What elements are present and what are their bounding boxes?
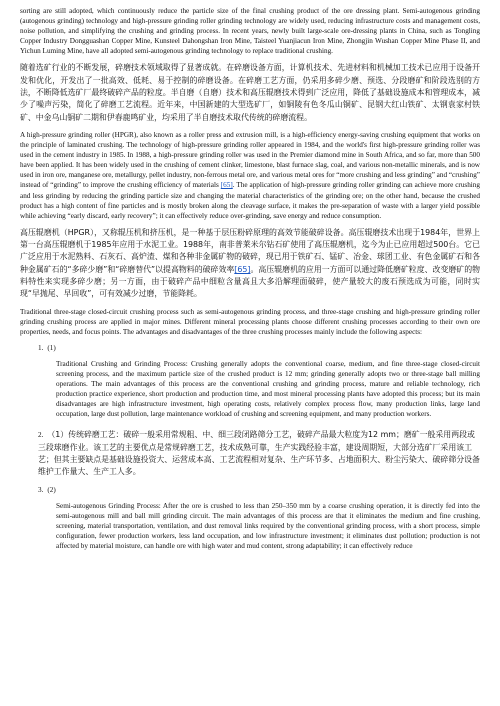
- paragraph-en-hpgr: [20, 130, 480, 221]
- paragraph-en-hpgr-text-a: A high-pressure grinding roller (HPGR), also known as a roller press and extrusion mill, is a high-efficiency energy-saving crushing equipment that works on the principle of laminated crushing. The technology of high-pressure grinding roller appeared in 1984, and the world's first high-pressure grinding roller was used in the cement industry in 1985. In 1988, a high-pressure grinding roller was used in the Premier diamond mine in South Africa, and so far, more than 500 have been applied. It has been widely used in the crushing of cement clinker, limestone, blast furnace slag, coal, and various non-metallic minerals, and is now used in iron ore, manganese ore, metallurgy, pellet industry, non-ferrous metal ore, and various metal ores for “more crushing and less grinding” and “crushing” instead of “grinding” to improve the crushing efficiency of materials: [20, 130, 480, 190]
- paragraph-zh-hpgr: [20, 227, 480, 301]
- paragraph-zh-hpgr-text-a: 高压辊磨机（HPGR），又称辊压机和挤压机，是一种基于层压粉碎原理的高效节能破碎设备。高压辊磨技术出现于1984年，世界上第一台高压辊磨机于1985年应用于水泥工业。1988年，南非普莱米尔钻石矿使用了高压辊磨机，迄今为止已应用超过500台。它已广泛应用于水泥熟料、石灰石、高炉渣、煤和各种非金属矿物的破碎，现已用于铁矿石、锰矿、冶金、球团工业、有色金属矿石和各种金属矿石的“多碎少磨”和“碎磨替代”以提高物料的破碎效率: [20, 227, 480, 274]
- paragraph-en-hpgr-text-b: . The application of high-pressure grinding roller grinding can achieve more crushing and less grinding by reducing the grinding particle size and changing the material characteristics of the grinding ore; on the other hand, because the crushed product has a high content of fine particles and is mostly broken along the cleavage surface, it makes the pre-separation of waste with a larger yield possible while achieving “early discard, early recovery”; it can effectively reduce over-grinding, save energy and reduce consumption.: [20, 181, 480, 220]
- list-item-2-zh: （1）传统碎磨工艺：破碎一般采用常规粗、中、细三段闭路筛分工艺，破碎产品最大粒度为12 mm；磨矿一般采用两段或三段球磨作业。该工艺的主要优点是常规碎磨工艺，技术成熟可靠，生产实践经验丰富，建设周期短，大部分选矿厂采用该工艺；但其主要缺点是基础设施投资大、运营成本高、工艺流程相对复杂、生产环节多、占地面积大、粉尘污染大、破碎筛分设备维护工作量大、生产工人多。: [38, 430, 480, 477]
- numbered-list: [38, 343, 480, 551]
- paragraph-en-processes: Traditional three-stage closed-circuit crushing process such as semi-autogenous grinding process, and three-stage crushing and high-pressure grinding roller grinding crushing process are applied in major mines. Different mineral processing plants choose different crushing processes according to their own ore properties, needs, and focus points. The advantages and disadvantages of the three crushing processes mainly include the following aspects:: [20, 307, 480, 336]
- paragraph-zh-hpgr-text-b: 。高压辊磨机的应用一方面可以通过降低磨矿粒度、改变磨矿的物料特性来实现多碎少磨；另一方面，由于破碎产品中细粒含量高且大多沿解理面破碎，使产量较大的废石预选成为可能，同时实现“早抛尾、早回收”，可有效减少过磨，节能降耗。: [20, 264, 480, 299]
- paragraph-zh-1: 随着选矿行业的不断发展，碎磨技术领域取得了显著成就。在碎磨设备方面，计算机技术、先进材料和机械加工技术已应用于设备开发和优化，开发出了一批高效、低耗、易于控制的碎磨设备。在碎磨工艺方面，仍采用多碎少磨、预选、分段磨矿和阶段选别的方法，不断降低选矿厂最终破碎产品的粒度。半自磨（自磨）技术和高压辊磨技术得到广泛应用，降低了基础设施成本和管理成本，减少了噪声污染，简化了碎磨工艺流程。近年来，中国新建的大型选矿厂，如铜陵有色冬瓜山铜矿、昆钢大红山铁矿、太钢袁家村铁矿、中金乌山铜矿二期和伊春鹿鸣矿业，均采用了半自磨技术取代传统的碎磨流程。: [20, 63, 480, 122]
- list-item-1-marker: 1. (1): [38, 343, 56, 352]
- list-item-1-en: Traditional Crushing and Grinding Process: Crushing generally adopts the conventional coarse, medium, and fine three-stage closed-circuit screening process, and the maximum particle size of the crushed product is 12 mm; grinding generally adopts two or three-stage ball milling operations. The main advantages of this process are the conventional crushing and grinding process, mature and reliable technology, rich production practice experience, short production and production time, and most mineral processing plants have adopted this process; but its main disadvantages are high infrastructure investment, high operating costs, relatively complex process flow, many production links, large land occupation, large dust pollution, large maintenance workload of crushing and screening equipment, and many production workers.: [56, 359, 480, 419]
- list-item-3-marker: 3. (2): [38, 485, 56, 494]
- citation-link-65-zh[interactable]: [65]: [234, 264, 251, 274]
- list-item-3-en: Semi-autogenous Grinding Process: After the ore is crushed to less than 250–350 mm by a coarse crushing operation, it is directly fed into the semi-autogenous mill and ball mill grinding circuit. The main advantages of this process are that it eliminates the medium and fine crushing, screening, material transportation, ventilation, and dust removal links required by the conventional grinding process, with a short process, simple configuration, fewer production workers, less land occupation, and low infrastructure investment; it eliminates dust pollution; production is not affected by material moisture, can handle ore with high water and mud content, strong adaptability; it can effectively reduce: [56, 501, 480, 550]
- paragraph-en-1: sorting are still adopted, which continuously reduce the particle size of the final crushing product of the ore dressing plant. Semi-autogenous grinding (autogenous grinding) technology and high-pressure grinding roller grinding technology are widely used, reducing infrastructure costs and management costs, noise pollution, and simplifying the crushing and grinding process. In recent years, newly built large-scale ore-dressing plants in China, such as Tongling Copper Industry Dongguashan Copper Mine, Kunsteel Dahongshan Iron Mine, Taisteel Yuanjiacun Iron Mine, Zhongjin Wushan Copper Mine Phase II, and Yichun Luming Mine, have all adopted semi-autogenous grinding technology to replace traditional crushing.: [20, 7, 480, 56]
- citation-link-65[interactable]: [65]: [220, 181, 233, 190]
- list-item-2-marker: 2. （1）传统碎磨工艺：破碎一般采用常规粗、中、细三段闭路筛分工艺，破碎产品最大粒度为12 mm；磨矿一般采用两段或三段球磨作业。该工艺的主要优点是常规碎磨工艺，技术成熟可靠，生产实践经验丰富，建设周期短，大部分选矿厂采用该工艺；但其主要缺点是基础设施投资大、运营成本高、工艺流程相对复杂、生产环节多、占地面积大、粉尘污染大、破碎筛分设备维护工作量大、生产工人多。: [38, 430, 480, 477]
